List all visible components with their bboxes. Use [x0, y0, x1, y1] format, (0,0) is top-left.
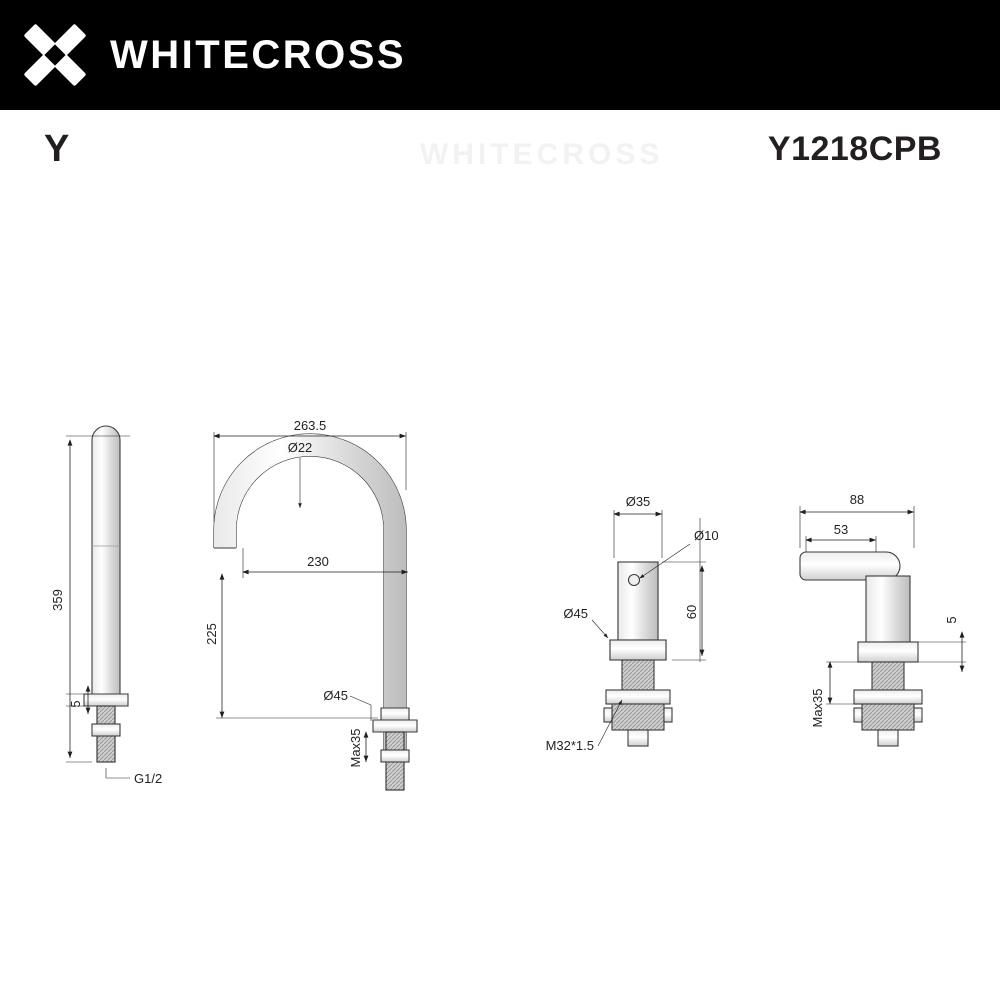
- watermark-text: WHITECROSS: [420, 138, 664, 171]
- technical-drawing-canvas: [0, 200, 1000, 1000]
- dim-spout-height: 230: [307, 554, 329, 569]
- dim-handle-length: 88: [849, 492, 865, 507]
- dim-total-height: 359: [50, 589, 65, 611]
- dim-base-diameter-valve: Ø45: [563, 606, 588, 621]
- dim-max-thickness-valve: Max35: [810, 688, 825, 728]
- page-header: [0, 0, 1000, 110]
- valve-front-view: [592, 510, 706, 746]
- dim-handle-offset: 53: [833, 522, 849, 537]
- dim-base-height-valve: 5: [944, 616, 959, 624]
- x-cross-logo-icon: [22, 22, 88, 88]
- dim-reach: 263.5: [293, 418, 327, 433]
- dim-cap-diameter: Ø35: [625, 494, 651, 509]
- spout-front-view: [214, 432, 417, 790]
- dim-handle-height: 60: [684, 604, 699, 620]
- dim-body-height: 225: [204, 623, 219, 645]
- dim-max-thickness-front: Max35: [348, 728, 363, 768]
- dim-handle-diameter: Ø10: [694, 528, 719, 543]
- model-code: Y1218CPB: [767, 130, 942, 168]
- title-row: [0, 110, 1000, 200]
- brand-name: WHITECROSS: [110, 32, 407, 77]
- dim-tube-diameter: Ø22: [287, 440, 313, 455]
- dim-thread-m32: M32*1.5: [545, 738, 594, 753]
- dim-base-height-side: 5: [68, 700, 83, 708]
- spout-side-view: [66, 426, 130, 778]
- dim-base-diameter-front: Ø45: [323, 688, 348, 703]
- series-label: Y: [44, 128, 70, 170]
- dim-thread-g12: G1/2: [134, 771, 163, 786]
